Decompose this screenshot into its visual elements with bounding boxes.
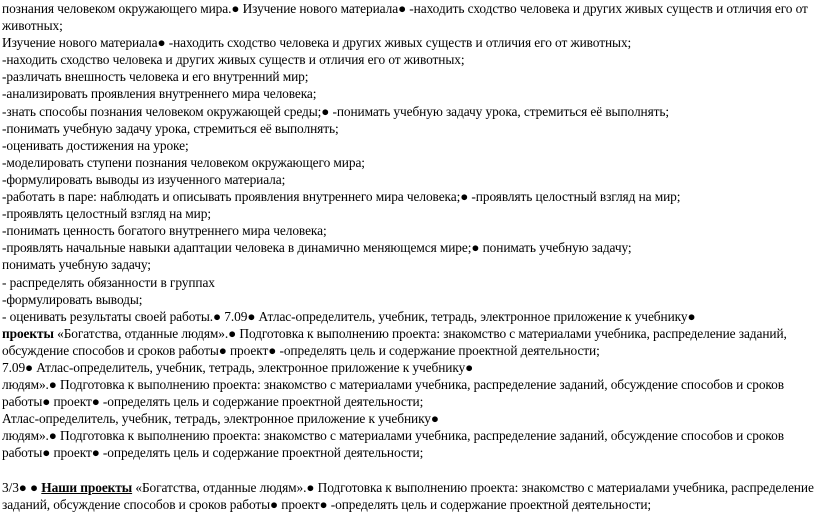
text-line: -понимать учебную задачу урока, стремиться её выполнять; <box>2 120 339 136</box>
text-line: работы● проект● -определять цель и содержание проектной деятельности; <box>2 445 424 461</box>
text-line: -формулировать выводы из изученного материала; <box>2 171 286 187</box>
text-line: работы● проект● -определять цель и содержание проектной деятельности; <box>2 394 424 410</box>
text-line: - оценивать результаты своей работы.● 7.09● Атлас-определитель, учебник, тетрадь, электронное приложение к учебнику● <box>2 308 696 324</box>
text-line: людям».● Подготовка к выполнению проекта: знакомство с материалами учебника, распределение заданий, обсуждение способов и сроков <box>2 428 784 444</box>
text-line <box>2 479 814 496</box>
text-line: -работать в паре: наблюдать и описывать проявления внутреннего мира человека;● -проявлять целостный взгляд на мир; <box>2 189 681 205</box>
blank-line <box>2 462 814 479</box>
text-line: заданий, обсуждение способов и сроков работы● проект● -определять цель и содержание проектной деятельности; <box>2 496 652 512</box>
text-line: -моделировать ступени познания человеком окружающего мира; <box>2 154 365 170</box>
text-line: -анализировать проявления внутреннего мира человека; <box>2 86 317 102</box>
text-line: 7.09● Атлас-определитель, учебник, тетрадь, электронное приложение к учебнику● <box>2 359 474 375</box>
text-line: - распределять обязанности в группах <box>2 274 215 290</box>
projects-text: «Богатства, отданные людям».● Подготовка к выполнению проекта: знакомство с материалами учебника, распределение <box>132 479 814 495</box>
text-line: -проявлять начальные навыки адаптации человека в динамично меняющемся мире;● понимать учебную задачу; <box>2 240 632 256</box>
text-line: -знать способы познания человеком окружающей среды;● -понимать учебную задачу урока, стремиться её выполнять; <box>2 103 670 119</box>
text-line: понимать учебную задачу; <box>2 257 151 273</box>
text-line: животных; <box>2 18 63 34</box>
text-line: -находить сходство человека и других живых существ и отличия его от животных; <box>2 52 465 68</box>
text-line: -различать внешность человека и его внутренний мир; <box>2 69 309 85</box>
text-line: -понимать ценность богатого внутреннего мира человека; <box>2 223 327 239</box>
text-line: Изучение нового материала● -находить сходство человека и других живых существ и отличия его от животных; <box>2 35 632 51</box>
text-line: -оценивать достижения на уроке; <box>2 137 189 153</box>
lesson-number: 3/3● ● <box>2 479 42 495</box>
text-line: обсуждение способов и сроков работы● проект● -определять цель и содержание проектной деятельности; <box>2 342 600 358</box>
projects-heading: Наши проекты <box>41 479 133 495</box>
text-line: -формулировать выводы; <box>2 291 143 307</box>
text-line: людям».● Подготовка к выполнению проекта: знакомство с материалами учебника, распределение заданий, обсуждение способов и сроков <box>2 377 784 393</box>
text-line: познания человеком окружающего мира.● Изучение нового материала● -находить сходство человека и других живых существ и отличия его от <box>2 1 808 16</box>
text-line: -проявлять целостный взгляд на мир; <box>2 206 211 222</box>
text-line: Атлас-определитель, учебник, тетрадь, электронное приложение к учебнику● <box>2 411 439 427</box>
project-text: «Богатства, отданные людям».● Подготовка к выполнению проекта: знакомство с материалами учебника, распределение заданий, <box>53 325 787 341</box>
project-heading: проекты <box>2 325 54 341</box>
text-line <box>2 325 814 342</box>
